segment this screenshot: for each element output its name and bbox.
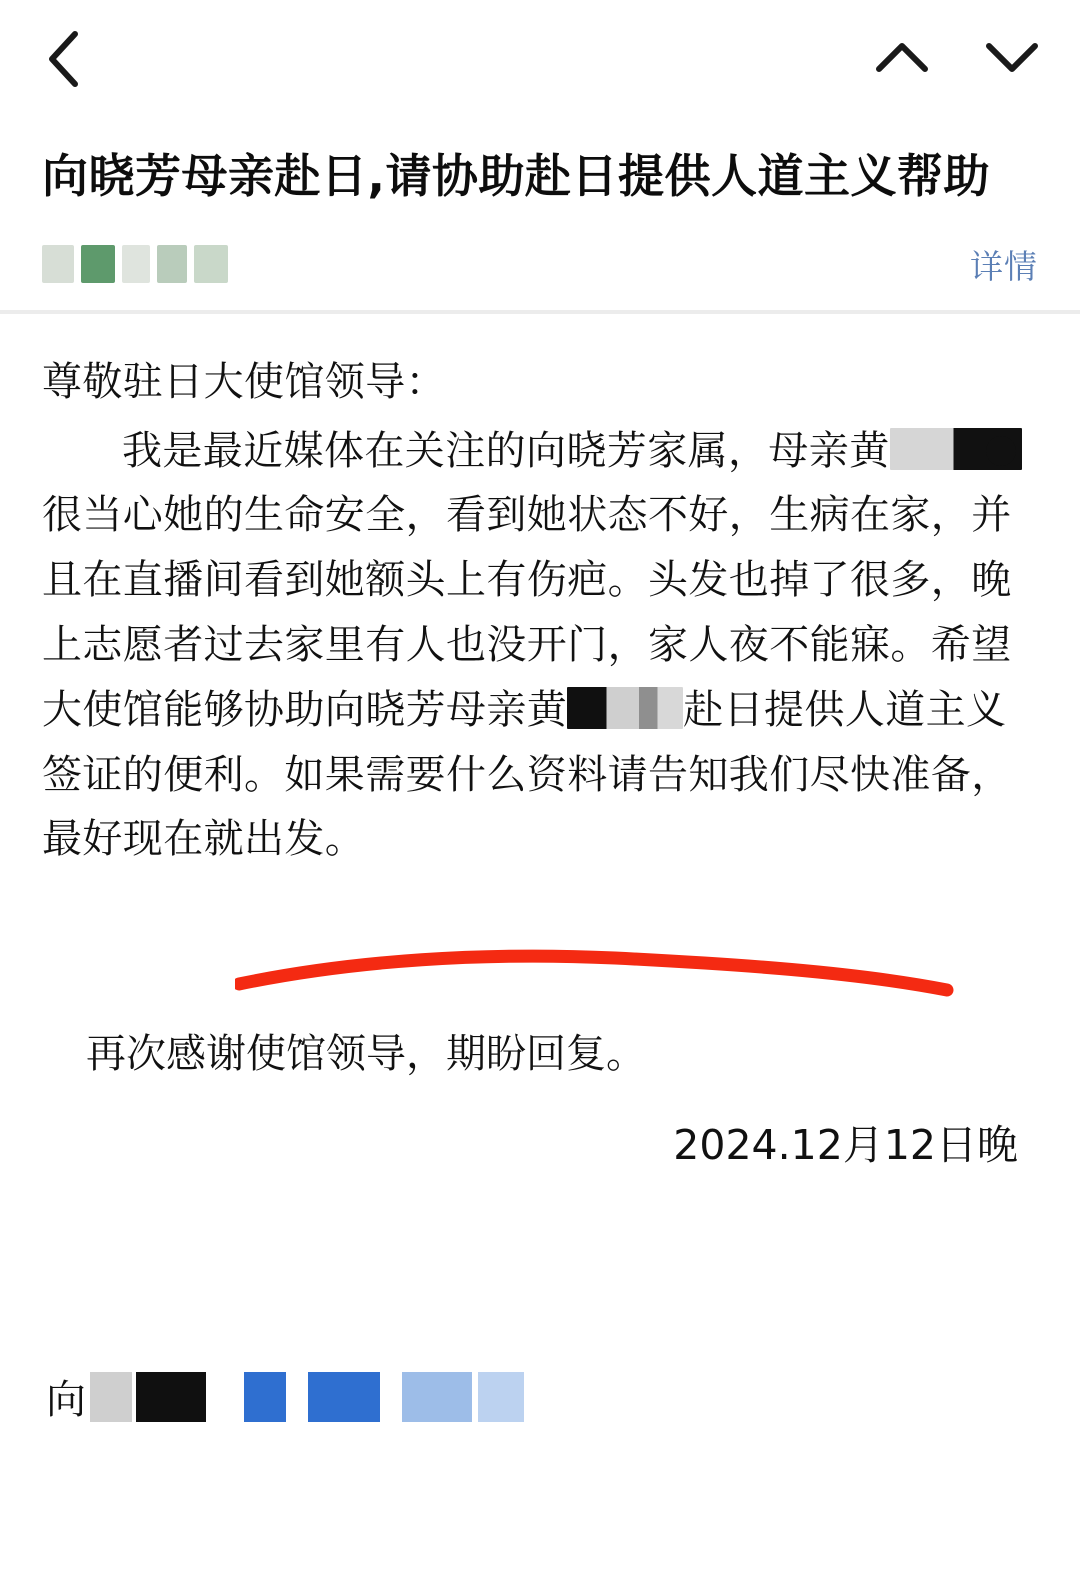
article-pager [874, 31, 1040, 87]
red-underline-annotation [235, 946, 995, 1006]
chevron-down-icon [984, 39, 1040, 80]
redacted-name-1 [890, 428, 1022, 470]
article-body [0, 314, 1080, 1171]
closing-text: 再次感谢使馆领导，期盼回复。 [86, 1031, 646, 1078]
paragraph-segment-2: 很当心她的生命安全，看到她状态不好，生病在家，并且在直播间看到她额头上有伤疤。头发也掉了很多，晚上志愿者过去家里有人也没开门，家人夜不能寐。希望大使馆能够协助向晓芳母亲黄 [42, 492, 1012, 733]
main-paragraph [42, 419, 1038, 873]
detail-link[interactable]: 详情 [970, 247, 1038, 285]
next-article-button[interactable] [984, 31, 1040, 87]
salutation-text: 尊敬驻日大使馆领导： [42, 358, 446, 405]
redaction-block [122, 245, 150, 283]
previous-article-button[interactable] [874, 31, 930, 87]
redaction-block [81, 245, 115, 283]
chevron-left-icon [42, 28, 84, 90]
bottom-spacer [0, 1474, 1080, 1594]
redaction-block [42, 245, 74, 283]
paragraph-segment-3: 赴日提供人道主义签证的便利。如果需要什么资料请告知我们尽快准备，最好现在就出发。 [42, 686, 1012, 863]
redaction-block [244, 1372, 286, 1422]
back-button[interactable] [36, 32, 90, 86]
signature-row [46, 1368, 524, 1425]
page-title: 向晓芳母亲赴日,请协助赴日提供人道主义帮助 [42, 149, 990, 203]
signature-prefix: 向 [46, 1377, 86, 1423]
top-navigation-bar [0, 0, 1080, 118]
paragraph-segment-1: 我是最近媒体在关注的向晓芳家属，母亲黄 [122, 427, 890, 474]
redaction-block [157, 245, 187, 283]
article-header [0, 118, 1080, 310]
article-meta-row [42, 241, 1038, 310]
redaction-block [136, 1372, 206, 1422]
redaction-block [402, 1372, 472, 1422]
source-name-redacted [42, 244, 228, 284]
date-text: 2024.12月12日晚 [673, 1121, 1018, 1170]
redaction-block [194, 245, 228, 283]
redaction-block [90, 1372, 132, 1422]
redacted-name-2 [567, 687, 683, 729]
redaction-block [308, 1372, 380, 1422]
chevron-up-icon [874, 39, 930, 80]
redaction-block [478, 1372, 524, 1422]
